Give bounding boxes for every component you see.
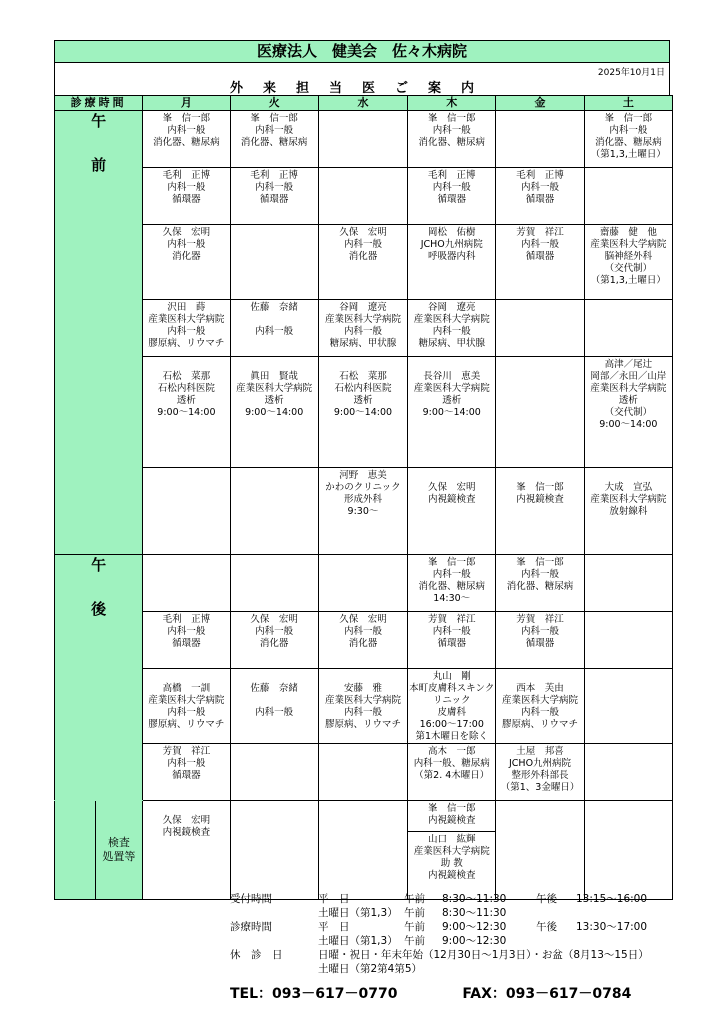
pm-row — [55, 669, 673, 744]
consult-sat-hours: 9:00～12:30 — [442, 935, 507, 947]
doctor-entry — [143, 555, 229, 557]
doctor-entry — [319, 744, 407, 746]
am-slot-sat — [584, 168, 672, 225]
doctor-entry: 土屋 邦喜 JCHO九州病院 整形外科部長 （第1、3金曜日） — [500, 746, 580, 793]
doctor-entry — [231, 468, 318, 470]
reception-am-hours: 8:30～11:30 — [442, 893, 507, 905]
am-label: 午前 — [404, 907, 425, 919]
pm-label-1: 午 — [91, 556, 107, 574]
doctor-entry: 沢田 蒔 産業医科大学病院 内科一般 膠原病、リウマチ — [148, 302, 225, 349]
doctor-entry — [143, 468, 229, 470]
pm-slot-mon — [143, 744, 230, 801]
day-header-row — [55, 96, 673, 111]
doctor-entry: 峯 信一郎 内視鏡検査 — [516, 482, 564, 505]
am-slot-fri — [496, 225, 584, 300]
am-slot-fri — [496, 168, 584, 225]
kensa-slot-mon — [143, 801, 230, 900]
doctor-entry — [585, 555, 672, 557]
pm-slot-fri — [496, 555, 584, 612]
schedule-sheet — [54, 40, 670, 900]
doctor-entry: 山口 紘輝 産業医科大学病院 助 教 内視鏡検査 — [408, 831, 495, 882]
pm-slot-thu — [408, 555, 496, 612]
doctor-entry: 高津／尾辻 岡部／永田／山岸 産業医科大学病院 透析 （交代制） 9:00～14:00 — [590, 359, 667, 430]
pm-slot-wed — [318, 612, 407, 669]
doctor-entry — [231, 555, 318, 557]
schedule-table — [54, 95, 673, 900]
am-slot-wed — [318, 357, 407, 468]
doctor-entry: 峯 信一郎 内科一般 消化器、糖尿病 — [506, 557, 574, 592]
kensa-slot-tue — [230, 801, 318, 900]
pm-slot-sat — [584, 744, 672, 801]
doctor-entry: 久保 宏明 内科一般 消化器 — [250, 614, 298, 649]
doctor-entry — [496, 111, 583, 113]
am-row — [55, 168, 673, 225]
am-slot-fri — [496, 111, 584, 168]
doctor-entry: 久保 宏明 内科一般 消化器 — [162, 227, 211, 262]
am-slot-thu — [408, 168, 496, 225]
doctor-entry: 久保 宏明 内視鏡検査 — [427, 482, 476, 505]
doctor-entry — [585, 669, 672, 671]
doctor-entry: 石松 菜那 石松内科医院 透析 9:00～14:00 — [157, 371, 216, 418]
am-row — [55, 357, 673, 468]
hospital-title: 医療法人 健美会 佐々木病院 — [54, 40, 670, 63]
doctor-entry: 齋藤 健 他 産業医科大学病院 脳神経外科 （交代制） （第1,3,土曜日） — [590, 227, 667, 286]
consult-hours-header: 診療時間 — [55, 96, 143, 111]
consult-pm-hours: 13:30～17:00 — [576, 921, 648, 933]
doctor-entry — [319, 168, 407, 170]
doctor-entry: 佐藤 奈緒 内科一般 — [250, 302, 298, 337]
pm-slot-thu — [408, 612, 496, 669]
doctor-entry — [231, 744, 318, 746]
am-slot-tue — [230, 468, 318, 555]
pm-slot-sat — [584, 612, 672, 669]
doctor-entry: 峯 信一郎 内視鏡検査 — [427, 803, 476, 826]
doctor-entry: 峯 信一郎 内科一般 消化器、糖尿病 — [418, 113, 485, 148]
pm-label: 午後 — [536, 921, 557, 933]
am-label: 午前 — [404, 893, 425, 905]
doctor-entry: 峯 信一郎 内科一般 消化器、糖尿病 — [153, 113, 220, 148]
closed-days: 日曜・祝日・年末年始（12月30日～1月3日）・お盆（8月13～15日） — [318, 949, 649, 961]
subheader — [54, 63, 670, 95]
pm-slot-tue — [230, 744, 318, 801]
day-wed: 水 — [318, 96, 407, 111]
doctor-entry: 峯 信一郎 内科一般 消化器、糖尿病 （第1,3,土曜日） — [590, 113, 666, 160]
day-mon: 月 — [143, 96, 230, 111]
am-row — [55, 300, 673, 357]
am-slot-sat — [584, 225, 672, 300]
doctor-entry: 石松 菜那 石松内科医院 透析 9:00～14:00 — [333, 371, 393, 418]
saturday-label: 土曜日（第1,3） — [318, 907, 398, 919]
pm-slot-wed — [318, 669, 407, 744]
pm-label — [55, 555, 143, 801]
pm-label-extension — [55, 801, 96, 900]
kensa-slot-thu — [408, 801, 496, 900]
pm-label: 午後 — [536, 893, 557, 905]
am-slot-tue — [230, 300, 318, 357]
doctor-entry — [585, 801, 672, 803]
doctor-entry: 芳賀 祥江 内科一般 循環器 — [516, 614, 564, 649]
doctor-entry: 芳賀 祥江 内科一般 循環器 — [162, 746, 211, 781]
pm-slot-fri — [496, 744, 584, 801]
doctor-entry: 峯 信一郎 内科一般 消化器、糖尿病 — [240, 113, 308, 148]
doctor-entry: 芳賀 祥江 内科一般 循環器 — [427, 614, 476, 649]
closed-saturdays: 土曜日（第2第4第5） — [318, 963, 423, 975]
am-slot-mon — [143, 357, 230, 468]
tel-number[interactable]: TEL：093－617－0770 — [230, 986, 398, 1002]
am-slot-wed — [318, 300, 407, 357]
am-slot-mon — [143, 468, 230, 555]
doctor-entry — [585, 300, 672, 302]
pm-row — [55, 612, 673, 669]
pm-slot-mon — [143, 612, 230, 669]
doctor-entry — [585, 168, 672, 170]
am-label-1: 午 — [91, 112, 107, 130]
doctor-entry: 毛利 正博 内科一般 循環器 — [162, 614, 211, 649]
day-fri: 金 — [496, 96, 584, 111]
doctor-entry — [585, 612, 672, 614]
doctor-entry: 眞田 賢哉 産業医科大学病院 透析 9:00～14:00 — [236, 371, 313, 418]
pm-slot-sat — [584, 669, 672, 744]
doctor-entry — [585, 744, 672, 746]
issue-date: 2025年10月1日 — [597, 68, 665, 78]
kensa-slot-wed — [318, 801, 407, 900]
weekday-label: 平 日 — [318, 893, 350, 905]
doctor-entry: 久保 宏明 内科一般 消化器 — [339, 614, 387, 649]
doctor-entry: 谷岡 遼亮 産業医科大学病院 内科一般 糖尿病、甲状腺 — [413, 302, 490, 349]
am-slot-thu — [408, 468, 496, 555]
fax-number: FAX：093－617－0784 — [462, 986, 632, 1002]
am-slot-wed — [318, 168, 407, 225]
doctor-entry — [496, 357, 583, 359]
pm-slot-fri — [496, 669, 584, 744]
doctor-entry — [231, 801, 318, 803]
am-slot-sat — [584, 468, 672, 555]
doctor-entry: 河野 恵美 かわのクリニック 形成外科 9:30～ — [325, 470, 401, 517]
pm-slot-tue — [230, 612, 318, 669]
doctor-entry: 芳賀 祥江 内科一般 循環器 — [516, 227, 564, 262]
doctor-entry — [319, 111, 407, 113]
am-label — [55, 111, 143, 555]
weekday-label: 平 日 — [318, 921, 350, 933]
kensa-label-2: 処置等 — [102, 850, 136, 863]
kensa-slot-fri — [496, 801, 584, 900]
am-slot-sat — [584, 357, 672, 468]
doctor-entry — [231, 225, 318, 227]
pm-slot-thu — [408, 669, 496, 744]
pm-label-2: 後 — [91, 600, 107, 618]
reception-sat-hours: 8:30～11:30 — [442, 907, 507, 919]
am-slot-mon — [143, 168, 230, 225]
kensa-label-1: 検査 — [107, 836, 130, 849]
guide-title: 外来担当医ご案内 — [229, 81, 494, 96]
pm-slot-wed — [318, 744, 407, 801]
doctor-entry — [496, 801, 583, 803]
day-thu: 木 — [408, 96, 496, 111]
day-tue: 火 — [230, 96, 318, 111]
doctor-entry — [496, 300, 583, 302]
doctor-entry: 久保 宏明 内科一般 消化器 — [339, 227, 387, 262]
am-slot-fri — [496, 357, 584, 468]
am-slot-wed — [318, 225, 407, 300]
am-slot-sat — [584, 111, 672, 168]
am-slot-mon — [143, 225, 230, 300]
reception-pm-hours: 13:15～16:00 — [576, 893, 648, 905]
am-slot-wed — [318, 111, 407, 168]
consult-label: 診療時間 — [230, 921, 272, 933]
am-slot-tue — [230, 225, 318, 300]
am-row — [55, 111, 673, 168]
am-slot-fri — [496, 468, 584, 555]
doctor-entry: 高木 一郎 内科一般、糖尿病 （第2. 4木曜日） — [413, 746, 490, 781]
pm-slot-sat — [584, 555, 672, 612]
doctor-entry: 峯 信一郎 内科一般 消化器、糖尿病 14:30～ — [418, 557, 485, 604]
am-slot-mon — [143, 111, 230, 168]
doctor-entry: 高橋 一訓 産業医科大学病院 内科一般 膠原病、リウマチ — [148, 683, 225, 730]
doctor-entry: 西本 芙由 産業医科大学病院 内科一般 膠原病、リウマチ — [502, 683, 579, 730]
doctor-entry — [319, 555, 407, 557]
pm-slot-tue — [230, 555, 318, 612]
doctor-entry: 毛利 正博 内科一般 循環器 — [516, 170, 564, 205]
am-label: 午前 — [404, 921, 425, 933]
pm-slot-fri — [496, 612, 584, 669]
doctor-entry: 大成 宣弘 産業医科大学病院 放射線科 — [590, 482, 667, 517]
doctor-entry: 毛利 正博 内科一般 循環器 — [427, 170, 476, 205]
am-row — [55, 468, 673, 555]
pm-slot-thu — [408, 744, 496, 801]
am-slot-tue — [230, 111, 318, 168]
doctor-entry — [319, 801, 407, 803]
am-slot-wed — [318, 468, 407, 555]
doctor-entry: 岡松 佑樹 JCHO九州病院 呼吸器内科 — [420, 227, 483, 262]
am-slot-thu — [408, 300, 496, 357]
pm-row — [55, 744, 673, 801]
kensa-slot-sat — [584, 801, 672, 900]
kensa-label — [95, 801, 143, 900]
am-slot-sat — [584, 300, 672, 357]
doctor-entry: 丸山 剛 本町皮膚科スキンクリニック 皮膚科 16:00～17:00 第1木曜日を除く — [409, 671, 495, 742]
pm-slot-mon — [143, 555, 230, 612]
doctor-entry: 佐藤 奈緒 内科一般 — [250, 683, 298, 718]
am-slot-thu — [408, 111, 496, 168]
doctor-entry: 谷岡 遼亮 産業医科大学病院 内科一般 糖尿病、甲状腺 — [324, 302, 401, 349]
saturday-label: 土曜日（第1,3） — [318, 935, 398, 947]
am-slot-thu — [408, 357, 496, 468]
am-row — [55, 225, 673, 300]
contact-info — [230, 983, 691, 1003]
doctor-entry: 毛利 正博 内科一般 循環器 — [250, 170, 298, 205]
am-slot-mon — [143, 300, 230, 357]
am-slot-tue — [230, 357, 318, 468]
doctor-entry: 毛利 正博 内科一般 循環器 — [162, 170, 211, 205]
consult-am-hours: 9:00～12:30 — [442, 921, 507, 933]
am-label-2: 前 — [91, 156, 107, 174]
day-sat: 土 — [584, 96, 672, 111]
doctor-entry: 安藤 雅 産業医科大学病院 内科一般 膠原病、リウマチ — [324, 683, 401, 730]
reception-label: 受付時間 — [230, 893, 272, 905]
pm-slot-mon — [143, 669, 230, 744]
closed-label: 休 診 日 — [230, 949, 283, 961]
doctor-entry: 久保 宏明 内視鏡検査 — [162, 815, 211, 838]
am-slot-fri — [496, 300, 584, 357]
pm-slot-tue — [230, 669, 318, 744]
am-slot-tue — [230, 168, 318, 225]
doctor-entry: 長谷川 恵美 産業医科大学病院 透析 9:00～14:00 — [413, 371, 490, 418]
am-slot-thu — [408, 225, 496, 300]
pm-slot-wed — [318, 555, 407, 612]
kensa-row — [55, 801, 673, 900]
pm-row — [55, 555, 673, 612]
am-label: 午前 — [404, 935, 425, 947]
